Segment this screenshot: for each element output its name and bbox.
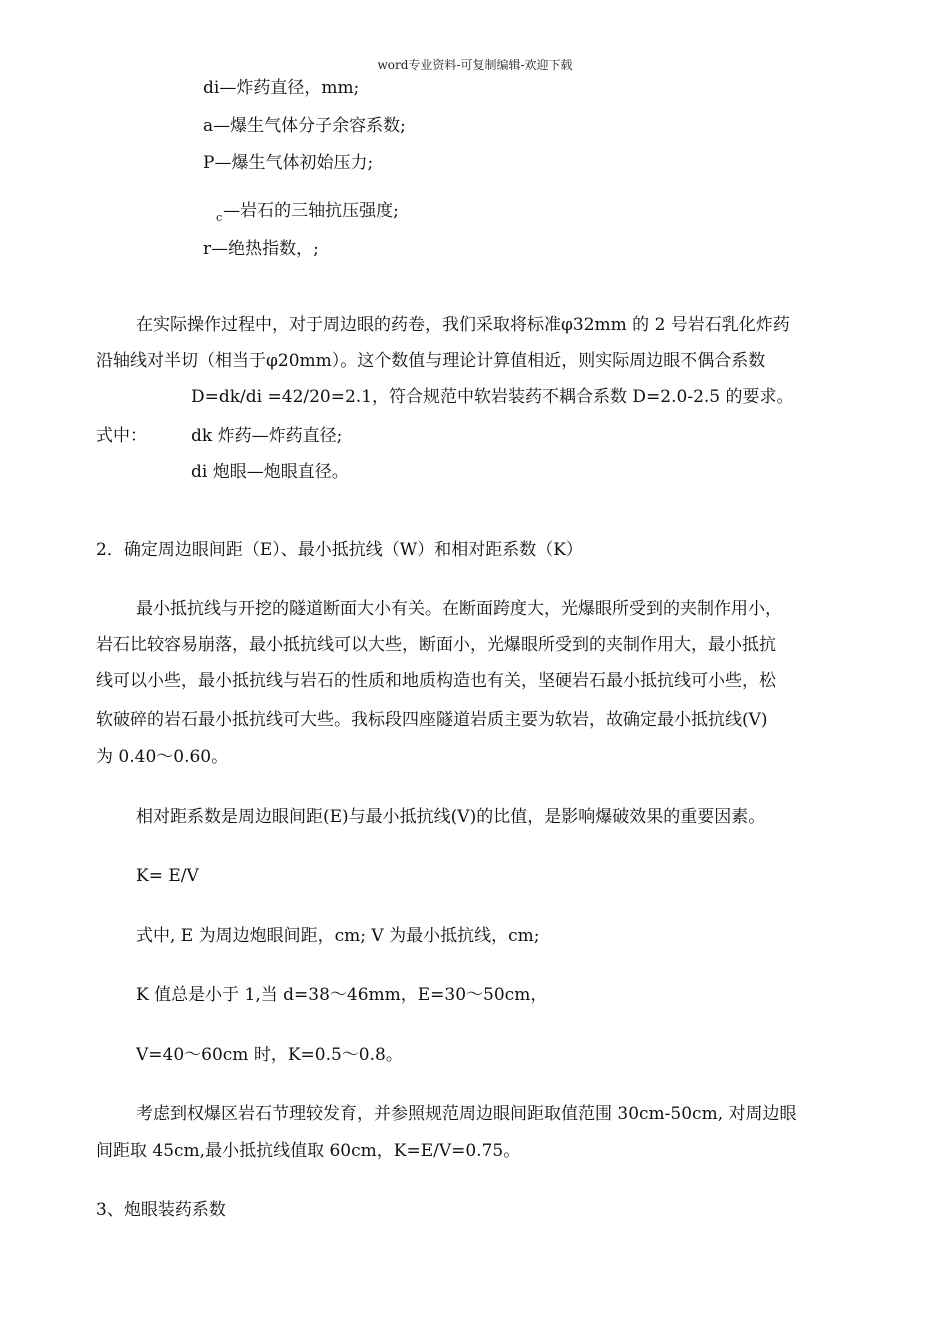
section2-para1-line3: 线可以小些，最小抵抗线与岩石的性质和地质构造也有关，坚硬岩石最小抵抗线可小些，松 (96, 671, 776, 691)
formula-where: 式中, E 为周边炮眼间距，cm; V 为最小抵抗线，cm; (136, 926, 540, 946)
section2-para3-line2: 间距取 45cm,最小抵抗线值取 60cm，K=E/V=0.75。 (96, 1141, 521, 1161)
where-label: 式中： (96, 426, 147, 446)
formula: K= E/V (136, 866, 199, 886)
k-value-line: K 值总是小于 1,当 d=38～46mm，E=30～50cm， (136, 985, 548, 1005)
variable-sigma-c (216, 199, 399, 225)
variable-a: a—爆生气体分子余容系数; (203, 116, 406, 136)
variable-di: di—炸药直径，mm; (203, 78, 360, 98)
paragraph1-line3: D=dk/di =42/20=2.1，符合规范中软岩装药不耦合系数 D=2.0-2.5 的要求。 (191, 387, 794, 407)
sigma-text: —岩石的三轴抗压强度; (223, 201, 399, 221)
section2-para1-line5: 为 0.40～0.60。 (96, 747, 229, 767)
paragraph1-line1: 在实际操作过程中，对于周边眼的药卷，我们采取将标准φ32mm 的 2 号岩石乳化炸药 (136, 315, 790, 335)
section2-para2: 相对距系数是周边眼间距(E)与最小抵抗线(V)的比值，是影响爆破效果的重要因素。 (136, 807, 766, 827)
variable-p: P—爆生气体初始压力; (203, 153, 374, 173)
section2-para1-line1: 最小抵抗线与开挖的隧道断面大小有关。在断面跨度大，光爆眼所受到的夹制作用小， (136, 599, 782, 619)
section2-para1-line4: 软破碎的岩石最小抵抗线可大些。我标段四座隧道岩质主要为软岩，故确定最小抵抗线(V) (96, 710, 768, 730)
section3-heading: 3、炮眼装药系数 (96, 1200, 226, 1220)
paragraph1-line2: 沿轴线对半切（相当于φ20mm）。这个数值与理论计算值相近，则实际周边眼不偶合系数 (96, 351, 766, 371)
section2-heading: 2．确定周边眼间距（E）、最小抵抗线（W）和相对距系数（K） (96, 540, 583, 560)
where-dk: dk 炸药—炸药直径; (191, 426, 343, 446)
variable-r: r—绝热指数，; (203, 239, 319, 259)
v-value-line: V=40～60cm 时，K=0.5～0.8。 (136, 1045, 403, 1065)
where-di: di 炮眼—炮眼直径。 (191, 462, 349, 482)
page-header: word专业资料-可复制编辑-欢迎下载 (377, 58, 573, 72)
sigma-subscript: c (216, 211, 223, 224)
section2-para1-line2: 岩石比较容易崩落，最小抵抗线可以大些，断面小，光爆眼所受到的夹制作用大，最小抵抗 (96, 635, 776, 655)
section2-para3-line1: 考虑到权爆区岩石节理较发育，并参照规范周边眼间距取值范围 30cm-50cm, 对周边眼 (136, 1104, 797, 1124)
